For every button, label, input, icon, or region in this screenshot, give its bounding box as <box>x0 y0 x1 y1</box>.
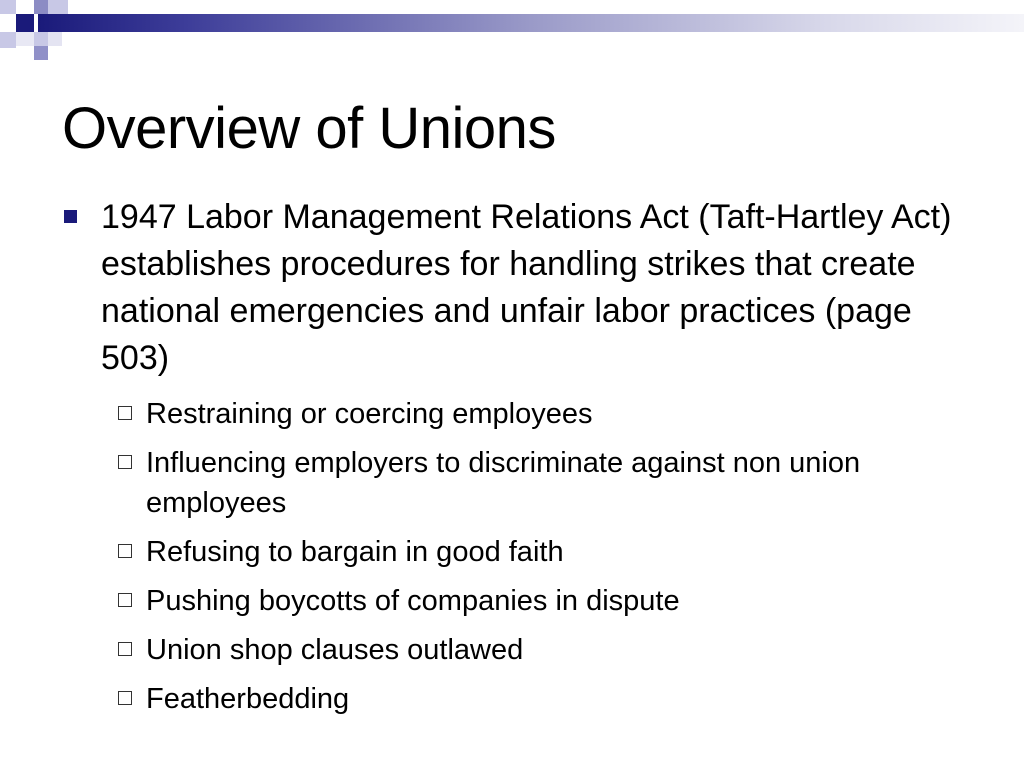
decor-square <box>0 32 16 48</box>
main-bullet <box>64 194 964 382</box>
slide-title: Overview of Unions <box>62 96 556 161</box>
sub-bullet-text: Refusing to bargain in good faith <box>146 536 564 568</box>
sub-bullet-item <box>118 394 918 434</box>
sub-bullet-item <box>118 581 918 621</box>
hollow-square-bullet-icon <box>118 406 132 420</box>
hollow-square-bullet-icon <box>118 544 132 558</box>
sub-bullet-list <box>118 394 918 728</box>
sub-bullet-text: Featherbedding <box>146 683 350 715</box>
header-decoration <box>0 0 1024 62</box>
sub-bullet-text: Influencing employers to discriminate against non union employees <box>146 447 861 519</box>
sub-bullet-item <box>118 630 918 670</box>
decor-square <box>16 32 34 46</box>
hollow-square-bullet-icon <box>118 642 132 656</box>
decor-square <box>34 32 48 46</box>
decor-square <box>16 14 34 32</box>
decor-square <box>48 0 68 14</box>
sub-bullet-text: Pushing boycotts of companies in dispute <box>146 585 680 617</box>
decor-square <box>34 46 48 60</box>
square-bullet-icon <box>64 210 77 223</box>
hollow-square-bullet-icon <box>118 593 132 607</box>
hollow-square-bullet-icon <box>118 691 132 705</box>
decor-square <box>48 32 62 46</box>
sub-bullet-item <box>118 532 918 572</box>
main-bullet-text: 1947 Labor Management Relations Act (Taft-Hartley Act) establishes procedures for handling strikes that create national emergencies and unfair labor practices (page 503) <box>101 198 952 377</box>
gradient-bar <box>38 14 1024 32</box>
decor-square <box>34 0 48 14</box>
decor-square <box>0 0 16 14</box>
hollow-square-bullet-icon <box>118 455 132 469</box>
sub-bullet-text: Restraining or coercing employees <box>146 398 593 430</box>
sub-bullet-item <box>118 443 918 523</box>
sub-bullet-item <box>118 679 918 719</box>
sub-bullet-text: Union shop clauses outlawed <box>146 634 524 666</box>
